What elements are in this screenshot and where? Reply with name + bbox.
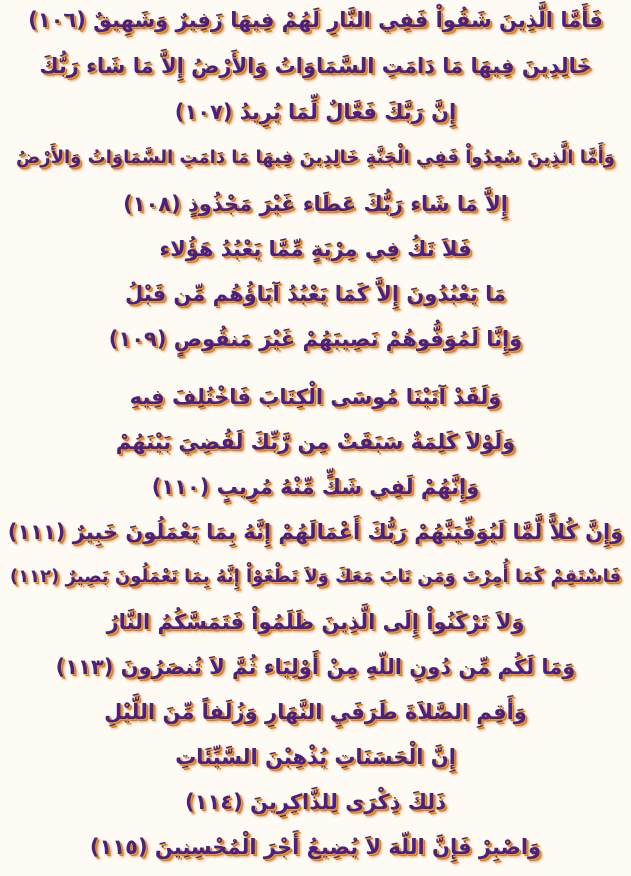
verse-line-8: وَإِنَّا لَمُوَفُّوهُمْ نَصِيبَهُمْ غَيْرَ مَنقُوصٍ (١٠٩) xyxy=(108,327,523,351)
verse-line-2: خَالِدِينَ فِيهَا مَا دَامَتِ السَّمَاوَاتُ وَالأَرْضُ إِلاَّ مَا شَاء رَبُّكَ xyxy=(39,54,592,78)
verse-line-1: فَأَمَّا الَّذِينَ شَقُواْ فَفِي النَّارِ لَهُمْ فِيهَا زَفِيرٌ وَشَهِيقٌ (١٠٦) xyxy=(28,8,603,32)
verse-line-12: وَإِنَّ كُلاًّ لَّمَّا لَيُوَفِّيَنَّهُمْ رَبُّكَ أَعْمَالَهُمْ إِنَّهُ بِمَا يَعْمَلُونَ خَبِيرٌ (١١١) xyxy=(7,520,624,544)
verse-line-11: وَإِنَّهُمْ لَفِي شَكٍّ مِّنْهُ مُرِيبٍ (١١٠) xyxy=(151,475,480,499)
verse-line-15: وَمَا لَكُم مِّن دُونِ اللّهِ مِنْ أَوْلِيَاء ثُمَّ لاَ تُنصَرُونَ (١١٣) xyxy=(55,655,576,679)
verse-line-10: وَلَوْلاَ كَلِمَةٌ سَبَقَتْ مِن رَّبِّكَ لَقُضِيَ بَيْنَهُمْ xyxy=(115,430,516,454)
verse-line-17: إِنَّ الْحَسَنَاتِ يُذْهِبْنَ السَّيِّئَاتِ xyxy=(175,745,456,769)
verse-line-19: وَاصْبِرْ فَإِنَّ اللّهَ لاَ يُضِيعُ أَجْرَ الْمُحْسِنِينَ (١١٥) xyxy=(89,835,542,859)
verse-line-4: وَأَمَّا الَّذِينَ سُعِدُواْ فَفِي الْجَنَّةِ خَالِدِينَ فِيهَا مَا دَامَتِ السَّمَاوَاتُ وَالأَرْضُ xyxy=(16,147,615,168)
verse-line-6: فَلاَ تَكُ فِي مِرْيَةٍ مِّمَّا يَعْبُدُ هَؤُلاء xyxy=(159,237,472,261)
verse-line-18: ذَلِكَ ذِكْرَى لِلذَّاكِرِينَ (١١٤) xyxy=(185,790,446,814)
verse-line-14: وَلاَ تَرْكَنُواْ إِلَى الَّذِينَ ظَلَمُواْ فَتَمَسَّكُمُ النَّارُ xyxy=(106,610,525,634)
verse-line-13: فَاسْتَقِمْ كَمَا أُمِرْتَ وَمَن تَابَ مَعَكَ وَلاَ تَطْغَوْاْ إِنَّهُ بِمَا تَعْمَلُونَ بَصِيرٌ (١١٢) xyxy=(9,566,622,587)
verse-line-5: إِلاَّ مَا شَاء رَبُّكَ عَطَاء غَيْرَ مَجْذُوذٍ (١٠٨) xyxy=(123,192,508,216)
verse-line-3: إِنَّ رَبَّكَ فَعَّالٌ لِّمَا يُرِيدُ (١٠٧) xyxy=(174,100,457,124)
verse-line-16: وَأَقِمِ الصَّلاَةَ طَرَفَيِ النَّهَارِ وَزُلَفاً مِّنَ اللَّيْلِ xyxy=(104,700,527,724)
verse-line-7: مَا يَعْبُدُونَ إِلاَّ كَمَا يَعْبُدُ آبَاؤُهُم مِّن قَبْلُ xyxy=(125,282,506,306)
verse-line-9: وَلَقَدْ آتَيْنَا مُوسَى الْكِتَابَ فَاخْتُلِفَ فِيهِ xyxy=(129,385,502,409)
